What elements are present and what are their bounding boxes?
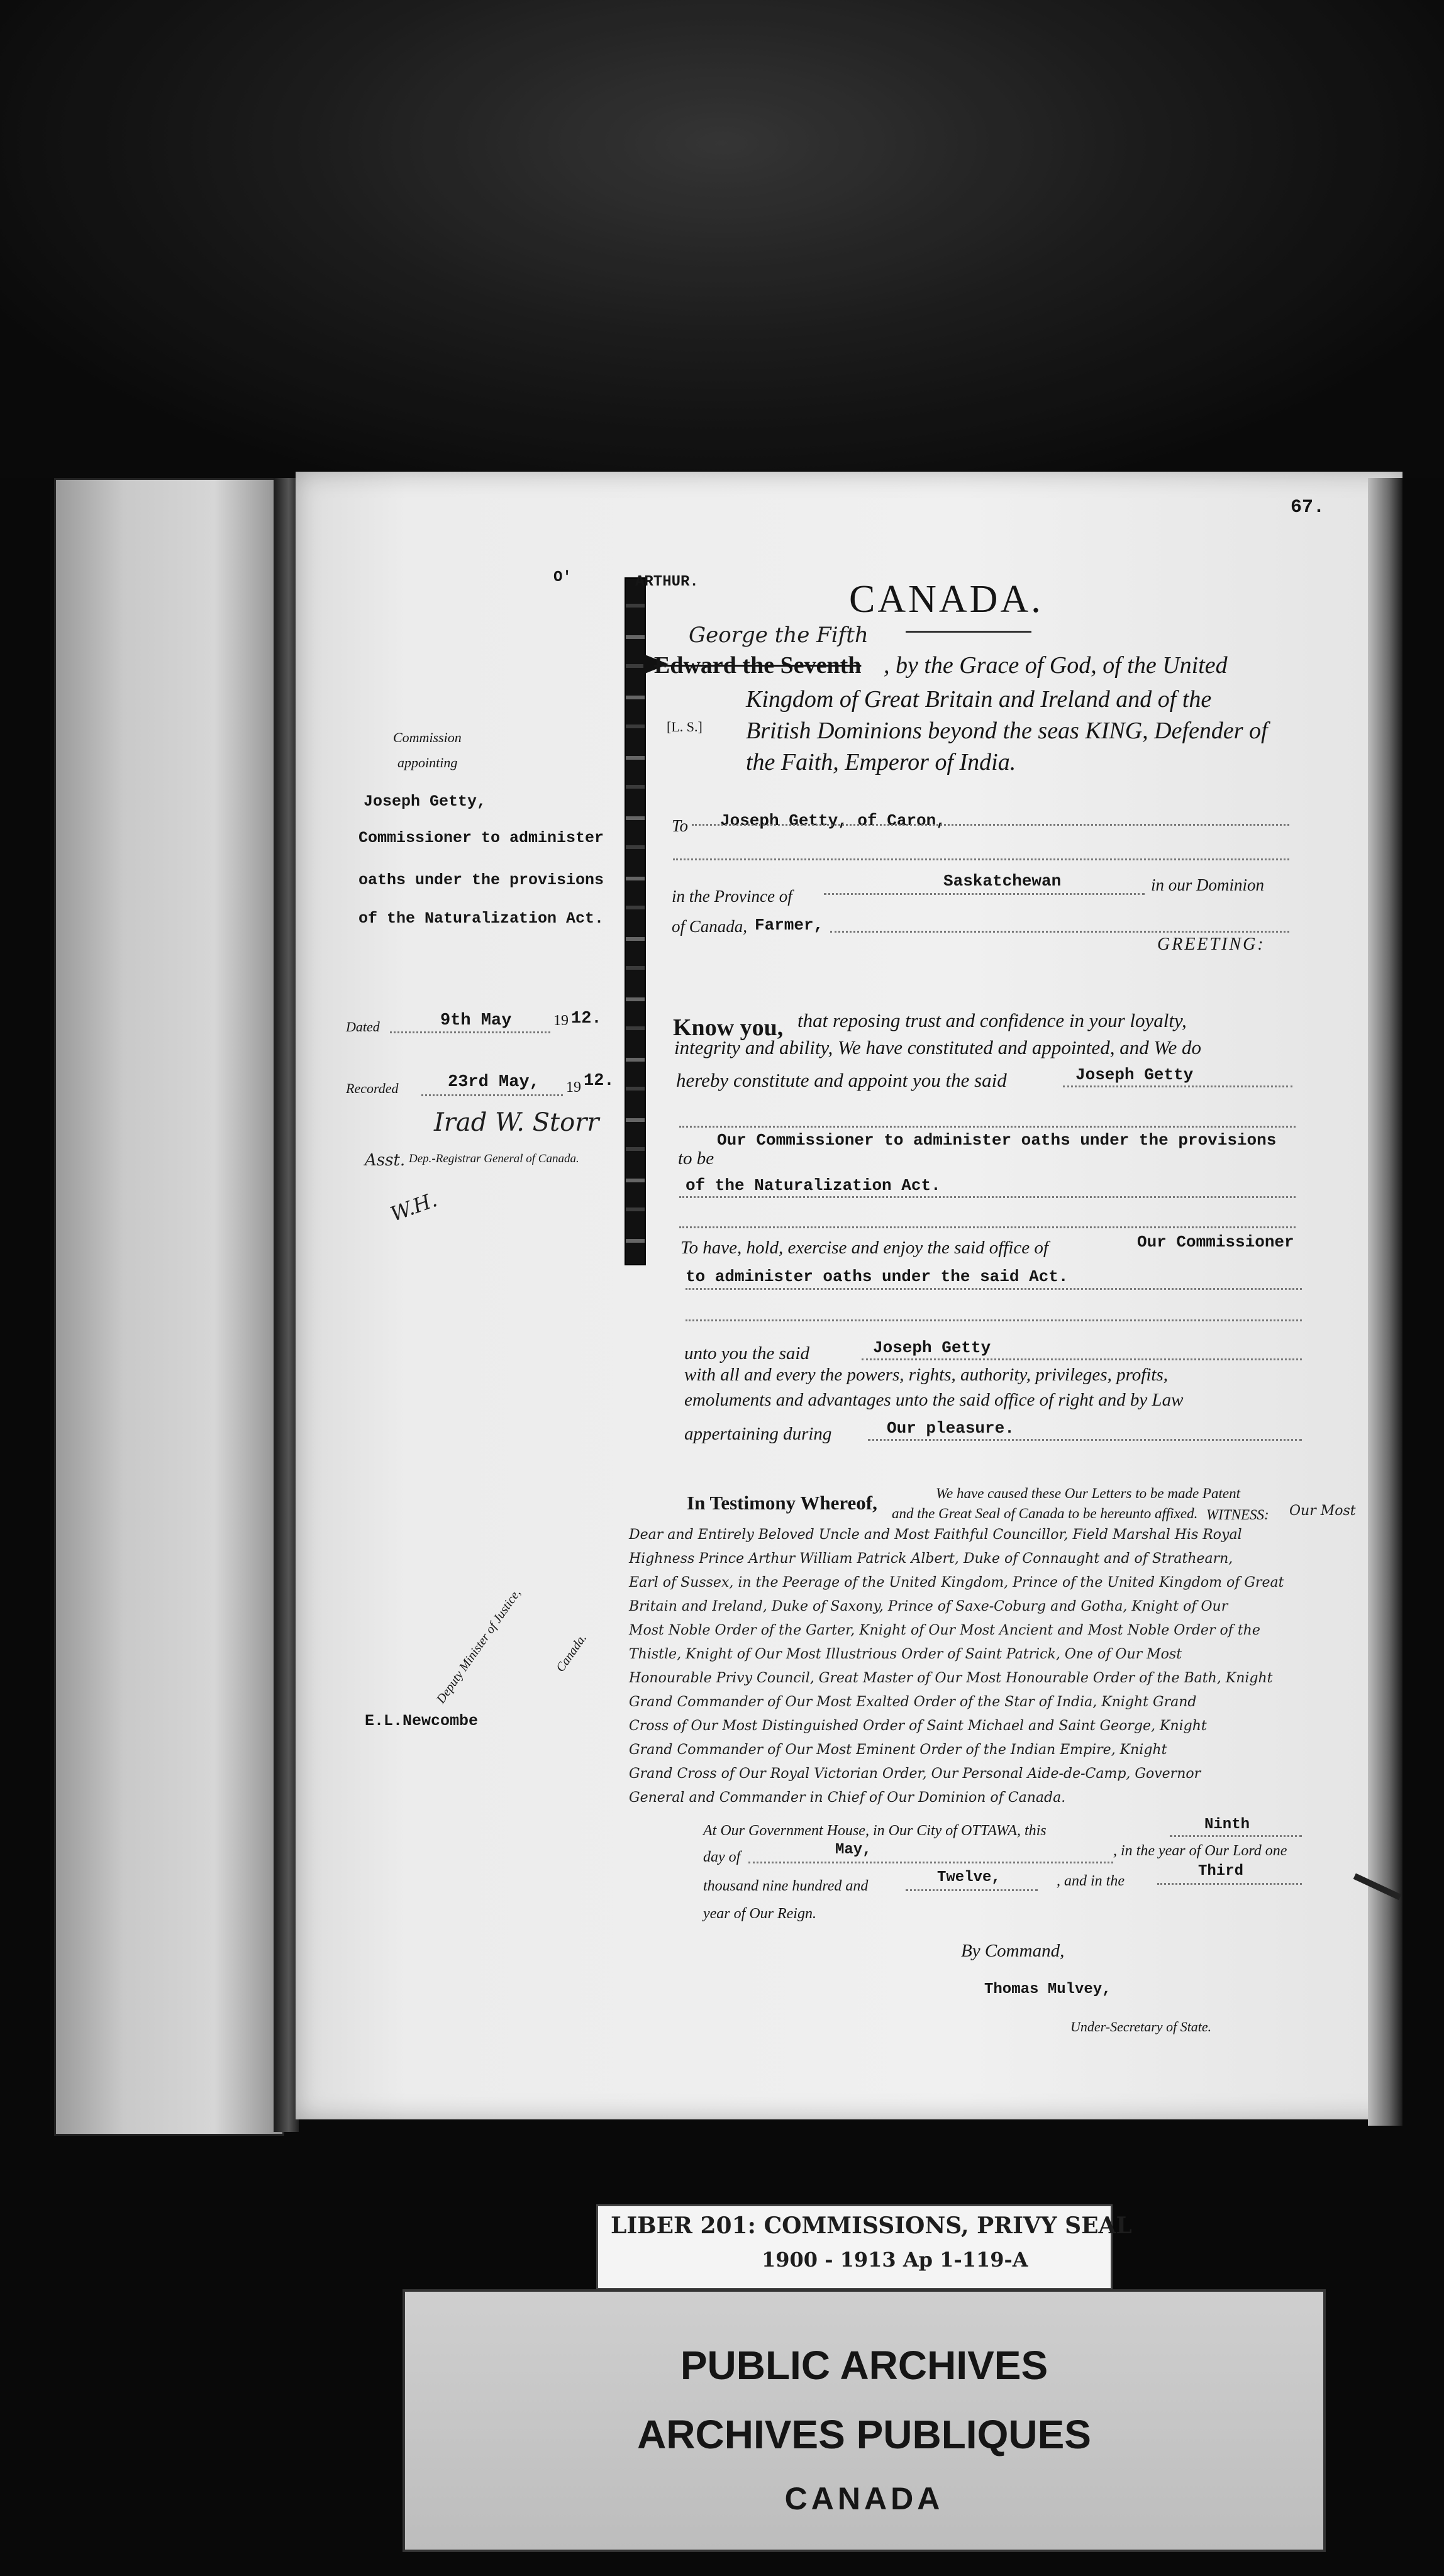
province-value: Saskatchewan [943,872,1062,891]
liber-line-1: LIBER 201: COMMISSIONS, PRIVY SEAL [611,2212,1132,2239]
witness-hand-6: Thistle, Knight of Our Most Illustrious Order of Saint Patrick, One of Our Most [629,1646,1182,1662]
sovereign-struck: Edward the Seventh [654,652,862,679]
recorded-value: 23rd May, [448,1073,540,1092]
royal-style-line-3: British Dominions beyond the seas KING, Defender of [746,718,1268,744]
month-dotline [748,1862,1113,1863]
witness-hand-8: Grand Commander of Our Most Exalted Order of the Star of India, Knight Grand [629,1694,1197,1710]
royal-style-line-4: the Faith, Emperor of India. [746,749,1016,775]
recorded-year: 12. [584,1072,614,1091]
witness-label: WITNESS: [1206,1507,1269,1523]
registrar-prefix: Asst. [365,1151,406,1170]
justice-title-1: Deputy Minister of Justice, [434,1586,524,1706]
reign-dotline [1157,1883,1302,1885]
government-house: At Our Government House, in Our City of OTTAWA, this [703,1823,1047,1839]
witness-hand-10: Grand Commander of Our Most Eminent Order of the Indian Empire, Knight [629,1742,1167,1758]
to-have-text: To have, hold, exercise and enjoy the said office of [680,1238,1048,1258]
province-label: in the Province of [672,887,792,906]
thousand-label: thousand nine hundred and [703,1878,869,1894]
recorded-year-prefix: 19 [566,1079,581,1096]
year-of-lord: , in the year of Our Lord one [1113,1843,1287,1859]
witness-hand-4: Britain and Ireland, Duke of Saxony, Prince of Saxe-Coburg and Gotha, Knight of Our [629,1599,1228,1614]
witness-hand-2: Highness Prince Arthur William Patrick Albert, Duke of Connaught and of Strathearn, [629,1551,1233,1567]
year-value: Twelve, [937,1869,1001,1886]
background-shadow [0,0,1444,478]
powers-line-3: appertaining during [684,1424,832,1444]
year-of-reign: year of Our Reign. [703,1906,816,1922]
registrar-signature: Irad W. Storr [434,1108,599,1137]
office-line-2: of the Naturalization Act. [686,1176,941,1195]
pleasure: Our pleasure. [887,1419,1014,1438]
liber-label [596,2204,1132,2290]
sovereign-handwritten: George the Fifth [689,623,869,648]
dated-value: 9th May [440,1011,512,1030]
unto-label: unto you the said [684,1343,809,1363]
margin-commission-label: Commission [393,730,462,745]
signatory: Thomas Mulvey, [984,1981,1111,1998]
witness-hand-7: Honourable Privy Council, Great Master of Our Most Honourable Order of the Bath, Knight [629,1670,1273,1686]
know-you-text-2: integrity and ability, We have constituted and appointed, and We do [674,1036,1202,1058]
reign-value: Third [1198,1863,1244,1880]
blank-dotline-2 [679,1126,1296,1128]
know-you-text-1: that reposing trust and confidence in your loyalty, [797,1009,1187,1031]
unto-value: Joseph Getty [873,1338,991,1357]
office-dotline-4 [686,1319,1302,1321]
witness-hand-0: Our Most [1289,1503,1356,1519]
margin-line-2: Commissioner to administer [358,829,604,847]
margin-line-3: oaths under the provisions [358,871,604,889]
witness-hand-1: Dear and Entirely Beloved Uncle and Most Faithful Councillor, Field Marshal His Royal [629,1527,1242,1543]
justice-title-2: Canada. [553,1631,590,1675]
seal-ribbon [625,577,646,1265]
royal-style-line-1: , by the Grace of God, of the United [884,652,1228,679]
to-be-label: to be [678,1148,714,1169]
day-value: Ninth [1204,1816,1250,1833]
witness-hand-5: Most Noble Order of the Garter, Knight of Our Most Ancient and Most Noble Order of the [629,1623,1260,1638]
justice-name: E.L.Newcombe [365,1712,479,1730]
archive-card [403,2289,1326,2552]
ribbon-label: ARTHUR. [635,574,699,591]
blank-dotline-1 [673,858,1289,860]
margin-line-1: Joseph Getty, [364,792,487,811]
province-dotline [824,893,1145,895]
margin-appointing-label: appointing [397,755,458,770]
liber-line-2: 1900 - 1913 Ap 1-119-A [762,2248,1028,2272]
signatory-title: Under-Secretary of State. [1070,2019,1212,2035]
day-dotline [1170,1835,1302,1837]
testimony-text-1: We have caused these Our Letters to be made Patent [936,1485,1240,1501]
corner-mark: O' [553,569,572,586]
dated-year-prefix: 19 [553,1013,569,1029]
page-number: 67. [1291,497,1325,518]
office-line-3: Our Commissioner [1137,1233,1294,1252]
by-command: By Command, [961,1941,1065,1961]
dated-year: 12. [571,1009,602,1028]
witness-hand-12: General and Commander in Chief of Our Dominion of Canada. [629,1790,1066,1806]
testimony-text-2: and the Great Seal of Canada to be hereunto affixed. [892,1506,1198,1521]
registrar-initials: W.H. [387,1187,440,1226]
in-the-label: , and in the [1057,1873,1125,1889]
witness-hand-3: Earl of Sussex, in the Peerage of the United Kingdom, Prince of the United Kingdom of Great [629,1575,1284,1591]
to-label: To [672,816,689,835]
canada-label: of Canada, [672,917,748,936]
appointee: Joseph Getty [1075,1065,1194,1084]
occupation-dotline [830,931,1289,933]
month-value: May, [835,1841,872,1858]
facing-page [54,478,284,2136]
office-dotline-1 [679,1196,1296,1198]
recorded-dotline [421,1094,563,1096]
powers-line-2: emoluments and advantages unto the said office of right and by Law [684,1390,1184,1410]
archive-line-1: PUBLIC ARCHIVES [680,2343,1048,2388]
heading-rule [906,631,1031,633]
archive-line-3: CANADA [784,2481,944,2516]
day-of-label: day of [703,1849,741,1865]
dated-dotline [390,1031,550,1033]
royal-style-line-2: Kingdom of Great Britain and Ireland and of the [746,686,1212,713]
unto-dotline [862,1358,1302,1360]
know-you-text-3: hereby constitute and appoint you the said [676,1069,1007,1091]
office-dotline-2 [679,1226,1296,1228]
pleasure-dotline [868,1439,1302,1441]
to-dotline [692,824,1289,826]
margin-line-4: of the Naturalization Act. [358,909,604,928]
to-value: Joseph Getty, of Caron, [720,811,946,830]
dominion-label: in our Dominion [1151,875,1265,894]
office-line-1: Our Commissioner to administer oaths under the provisions [717,1131,1277,1150]
registrar-title: Dep.-Registrar General of Canada. [409,1152,579,1165]
powers-line-1: with all and every the powers, rights, authority, privileges, profits, [684,1365,1168,1385]
witness-hand-11: Grand Cross of Our Royal Victorian Order, Our Personal Aide-de-Camp, Governor [629,1766,1201,1782]
year-dotline [906,1889,1038,1891]
archive-line-2: ARCHIVES PUBLIQUES [637,2412,1091,2457]
witness-hand-9: Cross of Our Most Distinguished Order of Saint Michael and Saint George, Knight [629,1718,1207,1734]
occupation: Farmer, [755,916,824,935]
country-heading: CANADA. [849,578,1043,621]
seal-mark: [L. S.] [667,719,703,735]
office-dotline-3 [686,1288,1302,1290]
office-line-4: to administer oaths under the said Act. [686,1267,1069,1286]
appointee-dotline [1063,1085,1292,1087]
know-you-heading: Know you, [673,1014,784,1041]
recorded-label: Recorded [346,1080,399,1096]
page-edge [1368,478,1402,2126]
testimony-heading: In Testimony Whereof, [687,1492,877,1514]
greeting: GREETING: [1157,935,1265,954]
dated-label: Dated [346,1019,380,1035]
book-gutter [274,478,299,2132]
